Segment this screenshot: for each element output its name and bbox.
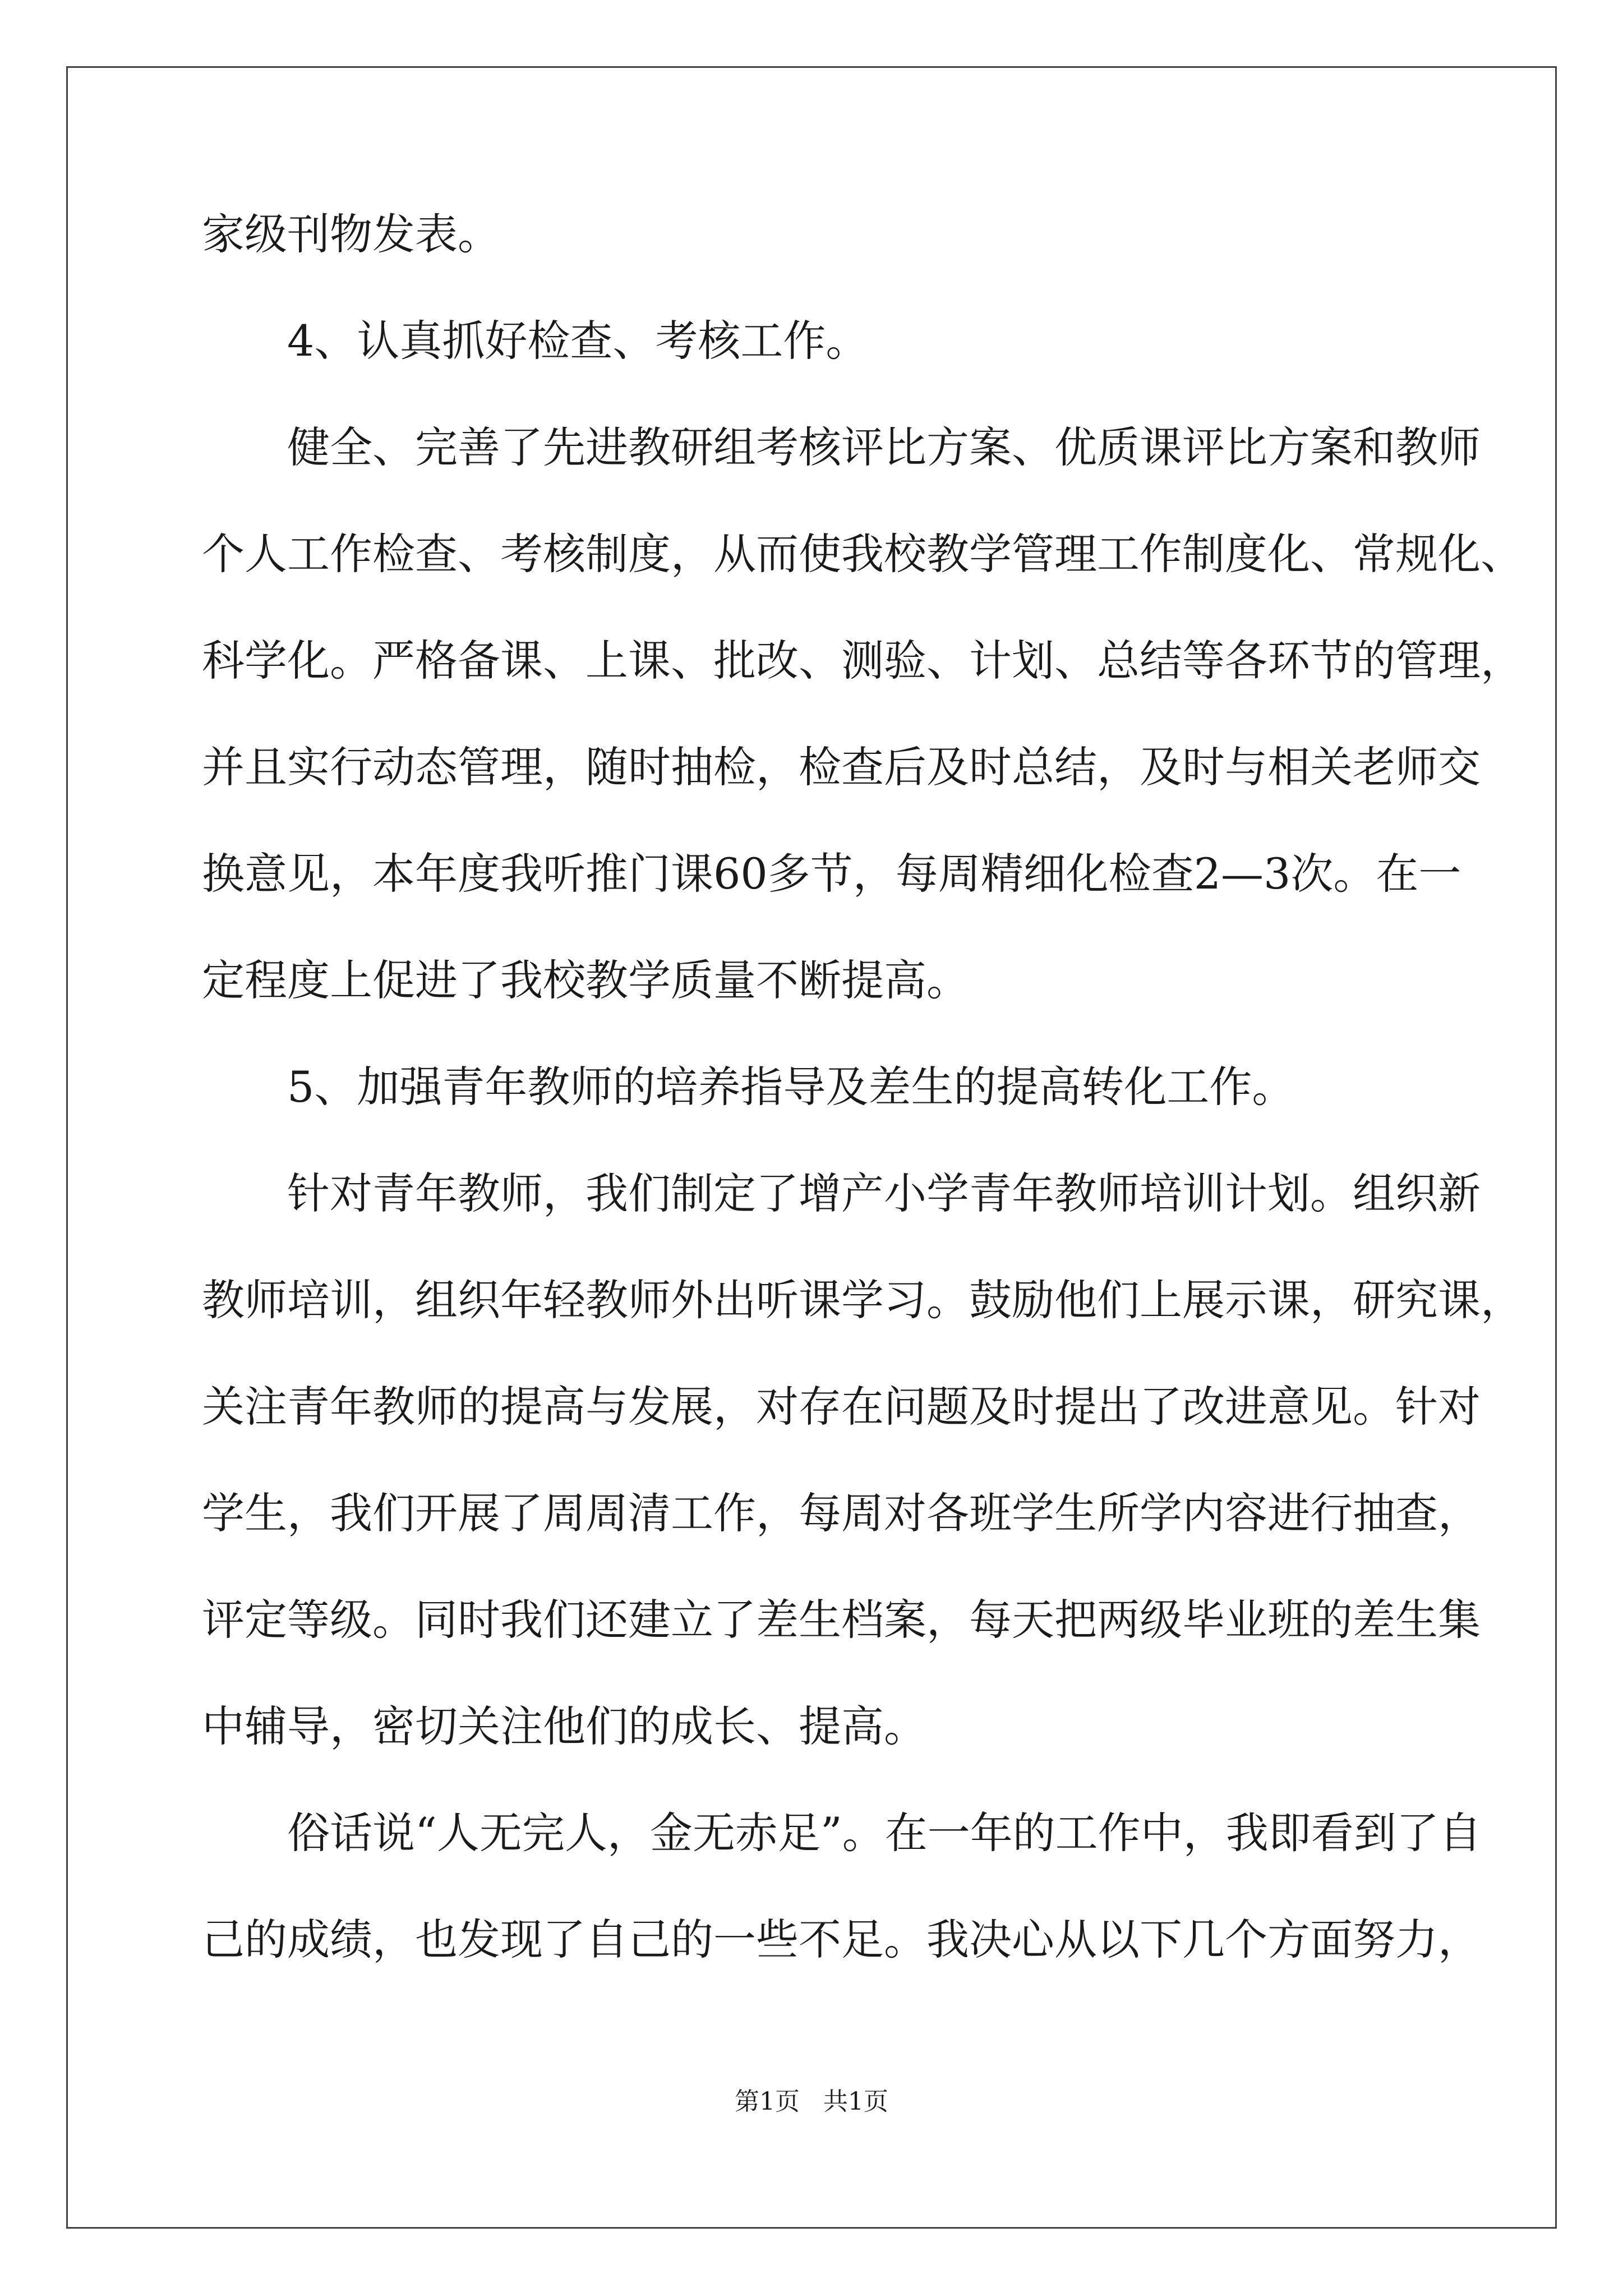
text-line: 教师培训，组织年轻教师外出听课学习。鼓励他们上展示课，研究课， <box>202 1275 1523 1325</box>
text-line: 5、加强青年教师的培养指导及差生的提高转化工作。 <box>287 1062 1295 1112</box>
text-line: 个人工作检查、考核制度，从而使我校教学管理工作制度化、常规化、 <box>202 529 1523 579</box>
text-line: 俗话说“人无完人，金无赤足”。在一年的工作中，我即看到了自 <box>287 1808 1482 1858</box>
text-line: 换意见，本年度我听推门课60多节，每周精细化检查2—3次。在一 <box>202 849 1461 899</box>
document-body <box>202 209 1523 2025</box>
text-line: 科学化。严格备课、上课、批改、测验、计划、总结等各环节的管理， <box>202 636 1523 685</box>
text-line: 家级刊物发表。 <box>202 209 500 259</box>
text-line: 定程度上促进了我校教学质量不断提高。 <box>202 955 969 1005</box>
text-line: 关注青年教师的提高与发展，对存在问题及时提出了改进意见。针对 <box>202 1382 1481 1432</box>
text-line: 学生，我们开展了周周清工作，每周对各班学生所学内容进行抽查， <box>202 1488 1481 1538</box>
text-line: 针对青年教师，我们制定了增产小学青年教师培训计划。组织新 <box>287 1168 1481 1218</box>
text-line: 并且实行动态管理，随时抽检，检查后及时总结，及时与相关老师交 <box>202 742 1481 792</box>
text-line: 健全、完善了先进教研组考核评比方案、优质课评比方案和教师 <box>287 422 1481 472</box>
text-line: 中辅导，密切关注他们的成长、提高。 <box>202 1701 926 1751</box>
text-line: 评定等级。同时我们还建立了差生档案，每天把两级毕业班的差生集 <box>202 1595 1481 1645</box>
text-line: 4、认真抓好检查、考核工作。 <box>287 316 869 366</box>
text-line: 己的成绩，也发现了自己的一些不足。我决心从以下几个方面努力， <box>202 1915 1481 1964</box>
page-footer: 第1页 共1页 <box>735 2087 888 2116</box>
